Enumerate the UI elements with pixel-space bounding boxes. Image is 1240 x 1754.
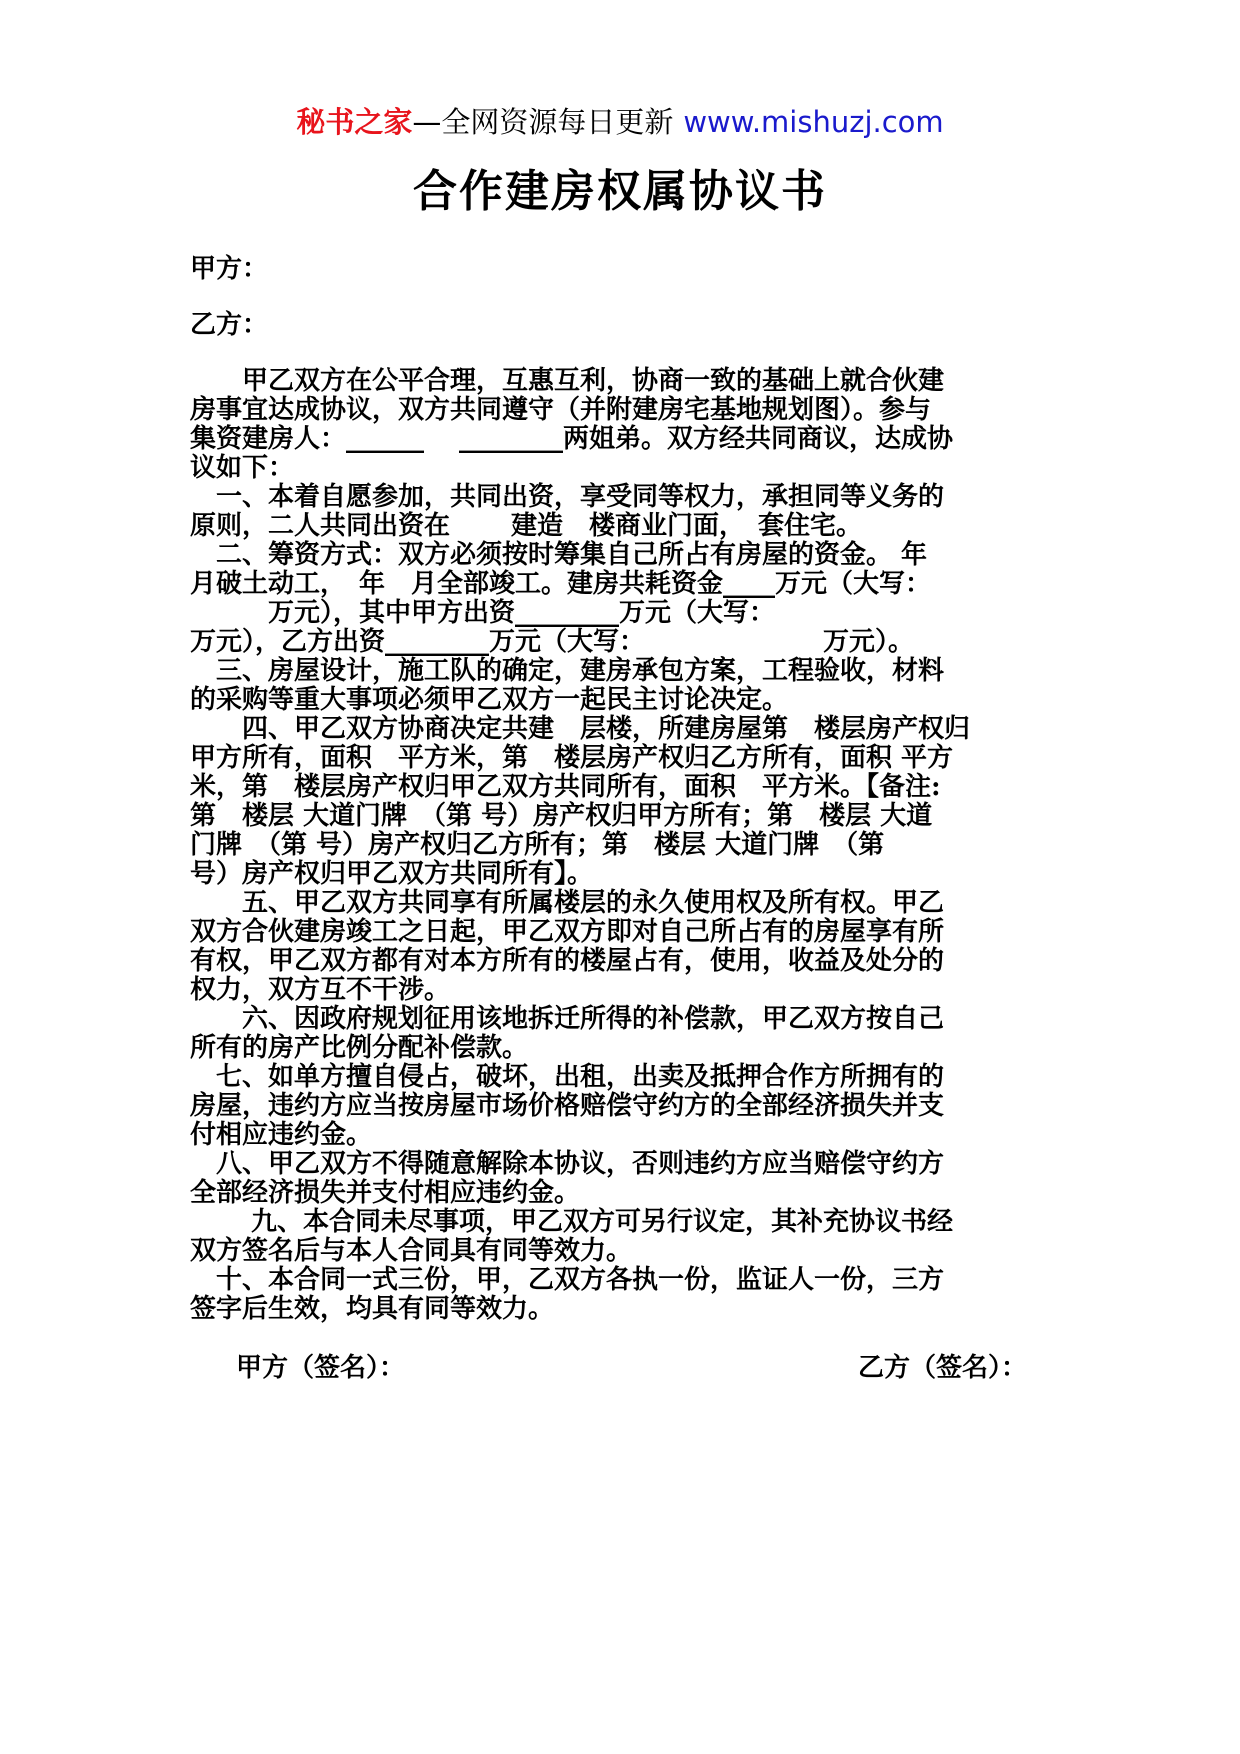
clause-3: 三、房屋设计，施工队的确定，建房承包方案，工程验收，材料	[190, 656, 945, 686]
body-line: 米，第 楼层房产权归甲乙双方共同所有，面积 平方米。【备注:	[190, 772, 941, 802]
clause-7: 七、如单方擅自侵占，破坏，出租，出卖及抵押合作方所拥有的	[190, 1062, 945, 1092]
clause-10: 十、本合同一式三份，甲，乙双方各执一份，监证人一份，三方	[190, 1265, 945, 1295]
body-line: 议如下：	[190, 453, 295, 483]
clause-4: 四、甲乙双方协商决定共建 层楼，所建房屋第 楼层房产权归	[190, 714, 971, 744]
clause-6: 六、因政府规划征用该地拆迁所得的补偿款，甲乙双方按自己	[190, 1004, 945, 1034]
body-line: 全部经济损失并支付相应违约金。	[190, 1178, 581, 1208]
body-line: 签字后生效，均具有同等效力。	[190, 1294, 555, 1324]
body-line: 房屋，违约方应当按房屋市场价格赔偿守约方的全部经济损失并支	[190, 1091, 945, 1121]
document-title: 合作建房权属协议书	[413, 166, 827, 217]
body-line: 甲方所有，面积 平方米，第 楼层房产权归乙方所有，面积 平方	[190, 743, 954, 773]
body-line: 门牌 （第 号）房产权归乙方所有；第 楼层 大道门牌 （第	[190, 830, 885, 860]
body-line: 月破土动工， 年 月全部竣工。建房共耗资金____万元（大写：	[190, 569, 932, 599]
body-line: 权力，双方互不干涉。	[190, 975, 451, 1005]
clause-5: 五、甲乙双方共同享有所属楼层的永久使用权及所有权。甲乙	[190, 888, 945, 918]
body-line: 甲乙双方在公平合理，互惠互利，协商一致的基础上就合伙建	[190, 366, 945, 396]
body-line: 双方签名后与本人合同具有同等效力。	[190, 1236, 633, 1266]
party-b-label: 乙方：	[190, 310, 269, 340]
body-line: 有权，甲乙双方都有对本方所有的楼屋占有，使用，收益及处分的	[190, 946, 945, 976]
brand-name: 秘书之家	[296, 105, 413, 139]
body-line: 原则，二人共同出资在 建造 楼商业门面， 套住宅。	[190, 511, 863, 541]
party-a-signature: 甲方（签名）：	[236, 1353, 406, 1383]
body-line: 集资建房人：______ ________两姐弟。双方经共同商议，达成协	[190, 424, 954, 454]
body-line: 万元），其中甲方出资________万元（大写：	[190, 598, 776, 628]
clause-8: 八、甲乙双方不得随意解除本协议，否则违约方应当赔偿守约方	[190, 1149, 945, 1179]
body-line: 第 楼层 大道门牌 （第 号）房产权归甲方所有；第 楼层 大道	[190, 801, 933, 831]
body-line: 所有的房产比例分配补偿款。	[190, 1033, 529, 1063]
header-tagline: —全网资源每日更新	[412, 105, 674, 139]
clause-9: 九、本合同未尽事项，甲乙双方可另行议定，其补充协议书经	[190, 1207, 954, 1237]
body-line: 双方合伙建房竣工之日起，甲乙双方即对自己所占有的房屋享有所	[190, 917, 945, 947]
body-line: 房事宜达成协议，双方共同遵守（并附建房宅基地规划图）。参与	[190, 395, 932, 425]
body-line: 付相应违约金。	[190, 1120, 373, 1150]
body-line: 的采购等重大事项必须甲乙双方一起民主讨论决定。	[190, 685, 789, 715]
body-line: 万元），乙方出资________万元（大写： 万元）。	[190, 627, 915, 657]
body-line: 号）房产权归甲乙双方共同所有】。	[190, 859, 594, 889]
clause-1: 一、本着自愿参加，共同出资，享受同等权力，承担同等义务的	[190, 482, 945, 512]
party-b-signature: 乙方（签名）：	[858, 1353, 1028, 1383]
clause-2: 二、筹资方式：双方必须按时筹集自己所占有房屋的资金。 年	[190, 540, 928, 570]
site-header	[0, 102, 1240, 142]
party-a-label: 甲方：	[190, 254, 269, 284]
site-url-link[interactable]: www.mishuzj.com	[683, 105, 944, 139]
